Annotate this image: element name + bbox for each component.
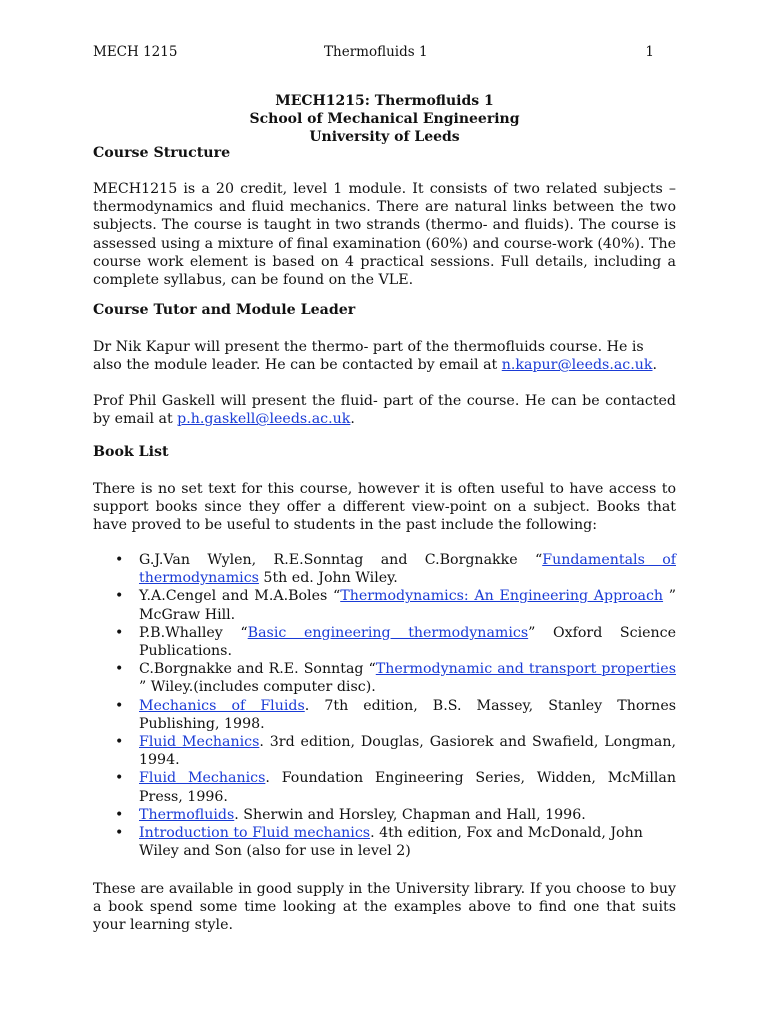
bullet-icon: • [115,825,124,842]
book-list-item [93,824,676,860]
title-line-3: University of Leeds [309,129,460,145]
book-item-suffix: . Foundation Engineering Series, Widden, McMillan Press, 1996. [139,770,677,805]
book-list-item [93,660,676,696]
book-title-link[interactable]: Thermofluids [139,806,235,823]
book-item-suffix: 5th ed. John Wiley. [258,570,398,587]
bullet-icon: • [115,734,124,751]
book-title-link[interactable]: Fundamentals of thermodynamics [139,552,676,587]
book-item-suffix: . Sherwin and Horsley, Chapman and Hall, 1996. [234,806,586,823]
bullet-icon: • [115,806,124,823]
book-item-suffix: ” Wiley.(includes computer disc). [139,679,376,696]
bullet-icon: • [115,770,124,787]
book-list-item [93,769,676,805]
book-item-suffix: ” McGraw Hill. [139,588,677,623]
kapur-text: Dr Nik Kapur will present the thermo- part of the thermofluids course. He is also the module leader. He can be contacted by email at [93,339,644,374]
book-item-prefix: Y.A.Cengel and M.A.Boles “ [139,588,341,605]
book-title-link[interactable]: Basic engineering thermodynamics [247,624,529,641]
bullet-icon: • [115,588,124,605]
book-title-link[interactable]: Thermodynamic and transport properties [375,661,676,678]
book-item-suffix: . 3rd edition, Douglas, Gasiorek and Swafield, Longman, 1994. [139,734,676,769]
bullet-icon: • [115,661,124,678]
bullet-icon: • [115,697,124,714]
book-list-item [93,697,676,733]
book-title-link[interactable]: Fluid Mechanics [139,734,260,751]
title-line-1: MECH1215: Thermofluids 1 [275,93,494,109]
course-structure-paragraph: MECH1215 is a 20 credit, level 1 module. It consists of two related subjects – thermodynamics and fluid mechanics. There are natural links between the two subjects. The course is taught in two strands (thermo- and fluids). The course is assessed using a mixture of final examination (60%) and course-work (40%). The course work element is based on 4 practical sessions. Full details, including a complete syllabus, can be found on the VLE. [93,181,676,289]
document-title [93,92,676,146]
book-list-item [93,587,676,623]
book-list-item [93,733,676,769]
kapur-period: . [652,357,658,374]
book-list-item [93,806,676,824]
book-list-intro: There is no set text for this course, however it is often useful to have access to support books since they offer a different view-point on a subject. Books that have proved to be useful to students in the past include the following: [93,481,676,534]
header-page-number: 1 [645,44,654,60]
book-list-item [93,624,676,660]
book-title-link[interactable]: Introduction to Fluid mechanics [139,825,371,842]
book-title-link[interactable]: Mechanics of Fluids [139,697,305,714]
closing-paragraph: These are available in good supply in the University library. If you choose to buy a book spend some time looking at the examples above to find one that suits your learning style. [93,881,676,934]
book-title-link[interactable]: Fluid Mechanics [139,770,266,787]
book-item-suffix: . 4th edition, Fox and McDonald, John Wiley and Son (also for use in level 2) [139,825,643,860]
kapur-email-link[interactable]: n.kapur@leeds.ac.uk [501,357,653,374]
book-item-prefix: P.B.Whalley “ [139,624,248,641]
book-list [93,551,676,860]
book-item-suffix: ” Oxford Science Publications. [139,624,677,660]
header-course-code: MECH 1215 [93,44,178,60]
book-item-prefix: C.Borgnakke and R.E. Sonntag “ [139,661,376,678]
course-tutor-heading: Course Tutor and Module Leader [93,302,356,318]
kapur-paragraph [93,338,676,374]
course-structure-heading: Course Structure [93,145,231,161]
book-item-suffix: . 7th edition, B.S. Massey, Stanley Thornes Publishing, 1998. [139,697,676,732]
book-item-prefix: G.J.Van Wylen, R.E.Sonntag and C.Borgnakke “ [139,552,543,568]
book-list-item [93,551,676,587]
gaskell-period: . [350,411,355,428]
gaskell-text: Prof Phil Gaskell will present the fluid- part of the course. He can be contacted by email at [93,393,676,428]
title-line-2: School of Mechanical Engineering [249,111,520,127]
bullet-icon: • [115,624,124,641]
page-header [93,44,676,64]
book-title-link[interactable]: Thermodynamics: An Engineering Approach [340,588,664,605]
gaskell-email-link[interactable]: p.h.gaskell@leeds.ac.uk [177,411,351,428]
header-course-title: Thermofluids 1 [324,44,428,60]
gaskell-paragraph [93,392,676,428]
book-list-heading: Book List [93,444,169,460]
bullet-icon: • [115,552,124,568]
